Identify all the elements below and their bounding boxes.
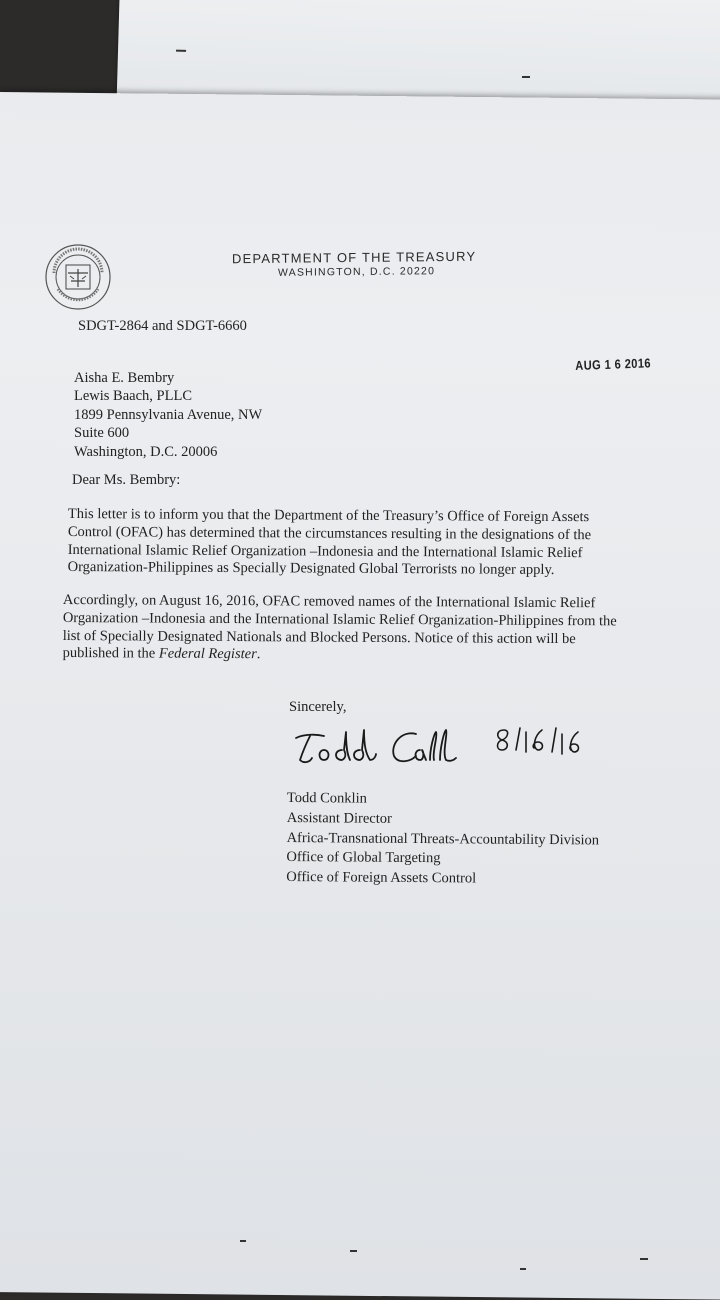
paper-speck xyxy=(640,1258,648,1260)
publication-name: Federal Register xyxy=(158,645,257,663)
signer-name: Todd Conklin xyxy=(286,789,367,807)
paragraph-line: Accordingly, on August 16, 2016, OFAC removed names of the International Islamic Relief xyxy=(62,592,596,612)
paragraph-line: Control (OFAC) has determined that the circumstances resulting in the designations of the xyxy=(67,523,592,543)
paper-speck xyxy=(522,76,530,78)
paper-speck xyxy=(240,1240,246,1242)
paragraph-line xyxy=(63,645,663,666)
closing: Sincerely, xyxy=(289,699,347,715)
paragraph-line: Organization-Philippines as Specially Designated Global Terrorists no longer apply. xyxy=(67,559,555,579)
department-address: WASHINGTON, D.C. 20220 xyxy=(277,265,436,279)
paper-speck xyxy=(350,1250,357,1252)
body-paragraph-1 xyxy=(68,506,668,581)
recipient-line: Aisha E. Bembry xyxy=(74,370,175,386)
paragraph-line: Organization –Indonesia and the International Islamic Relief Organization-Philippines from the xyxy=(62,609,617,630)
paragraph-line: list of Specially Designated Nationals and Blocked Persons. Notice of this action will be xyxy=(62,627,576,647)
department-heading: DEPARTMENT OF THE TREASURY xyxy=(231,248,477,267)
paragraph-line: International Islamic Relief Organization –Indonesia and the International Islamic Relief xyxy=(67,541,583,561)
signer-division: Africa-Transnational Threats-Accountability Division xyxy=(286,829,600,849)
body-paragraph-2 xyxy=(63,592,663,667)
paragraph-text: . xyxy=(256,646,261,663)
paper-speck xyxy=(520,1268,526,1270)
case-reference: SDGT-2864 and SDGT-6660 xyxy=(78,318,247,334)
treasury-seal-icon xyxy=(44,243,112,311)
paragraph-line: This letter is to inform you that the Department of the Treasury’s Office of Foreign Assets xyxy=(67,506,590,526)
salutation: Dear Ms. Bembry: xyxy=(72,472,181,488)
handwritten-signature xyxy=(290,720,590,772)
recipient-line: 1899 Pennsylvania Avenue, NW xyxy=(74,406,263,423)
signer-office: Office of Foreign Assets Control xyxy=(286,869,477,887)
recipient-line: Suite 600 xyxy=(74,425,130,442)
recipient-line: Washington, D.C. 20006 xyxy=(74,443,218,460)
recipient-line: Lewis Baach, PLLC xyxy=(74,388,192,405)
recipient-address xyxy=(74,369,262,461)
signer-block xyxy=(286,789,599,890)
paragraph-text: published in the xyxy=(62,645,159,662)
date-stamp: AUG 1 6 2016 xyxy=(575,355,652,373)
signer-title: Assistant Director xyxy=(286,809,392,827)
signer-office: Office of Global Targeting xyxy=(286,849,441,867)
